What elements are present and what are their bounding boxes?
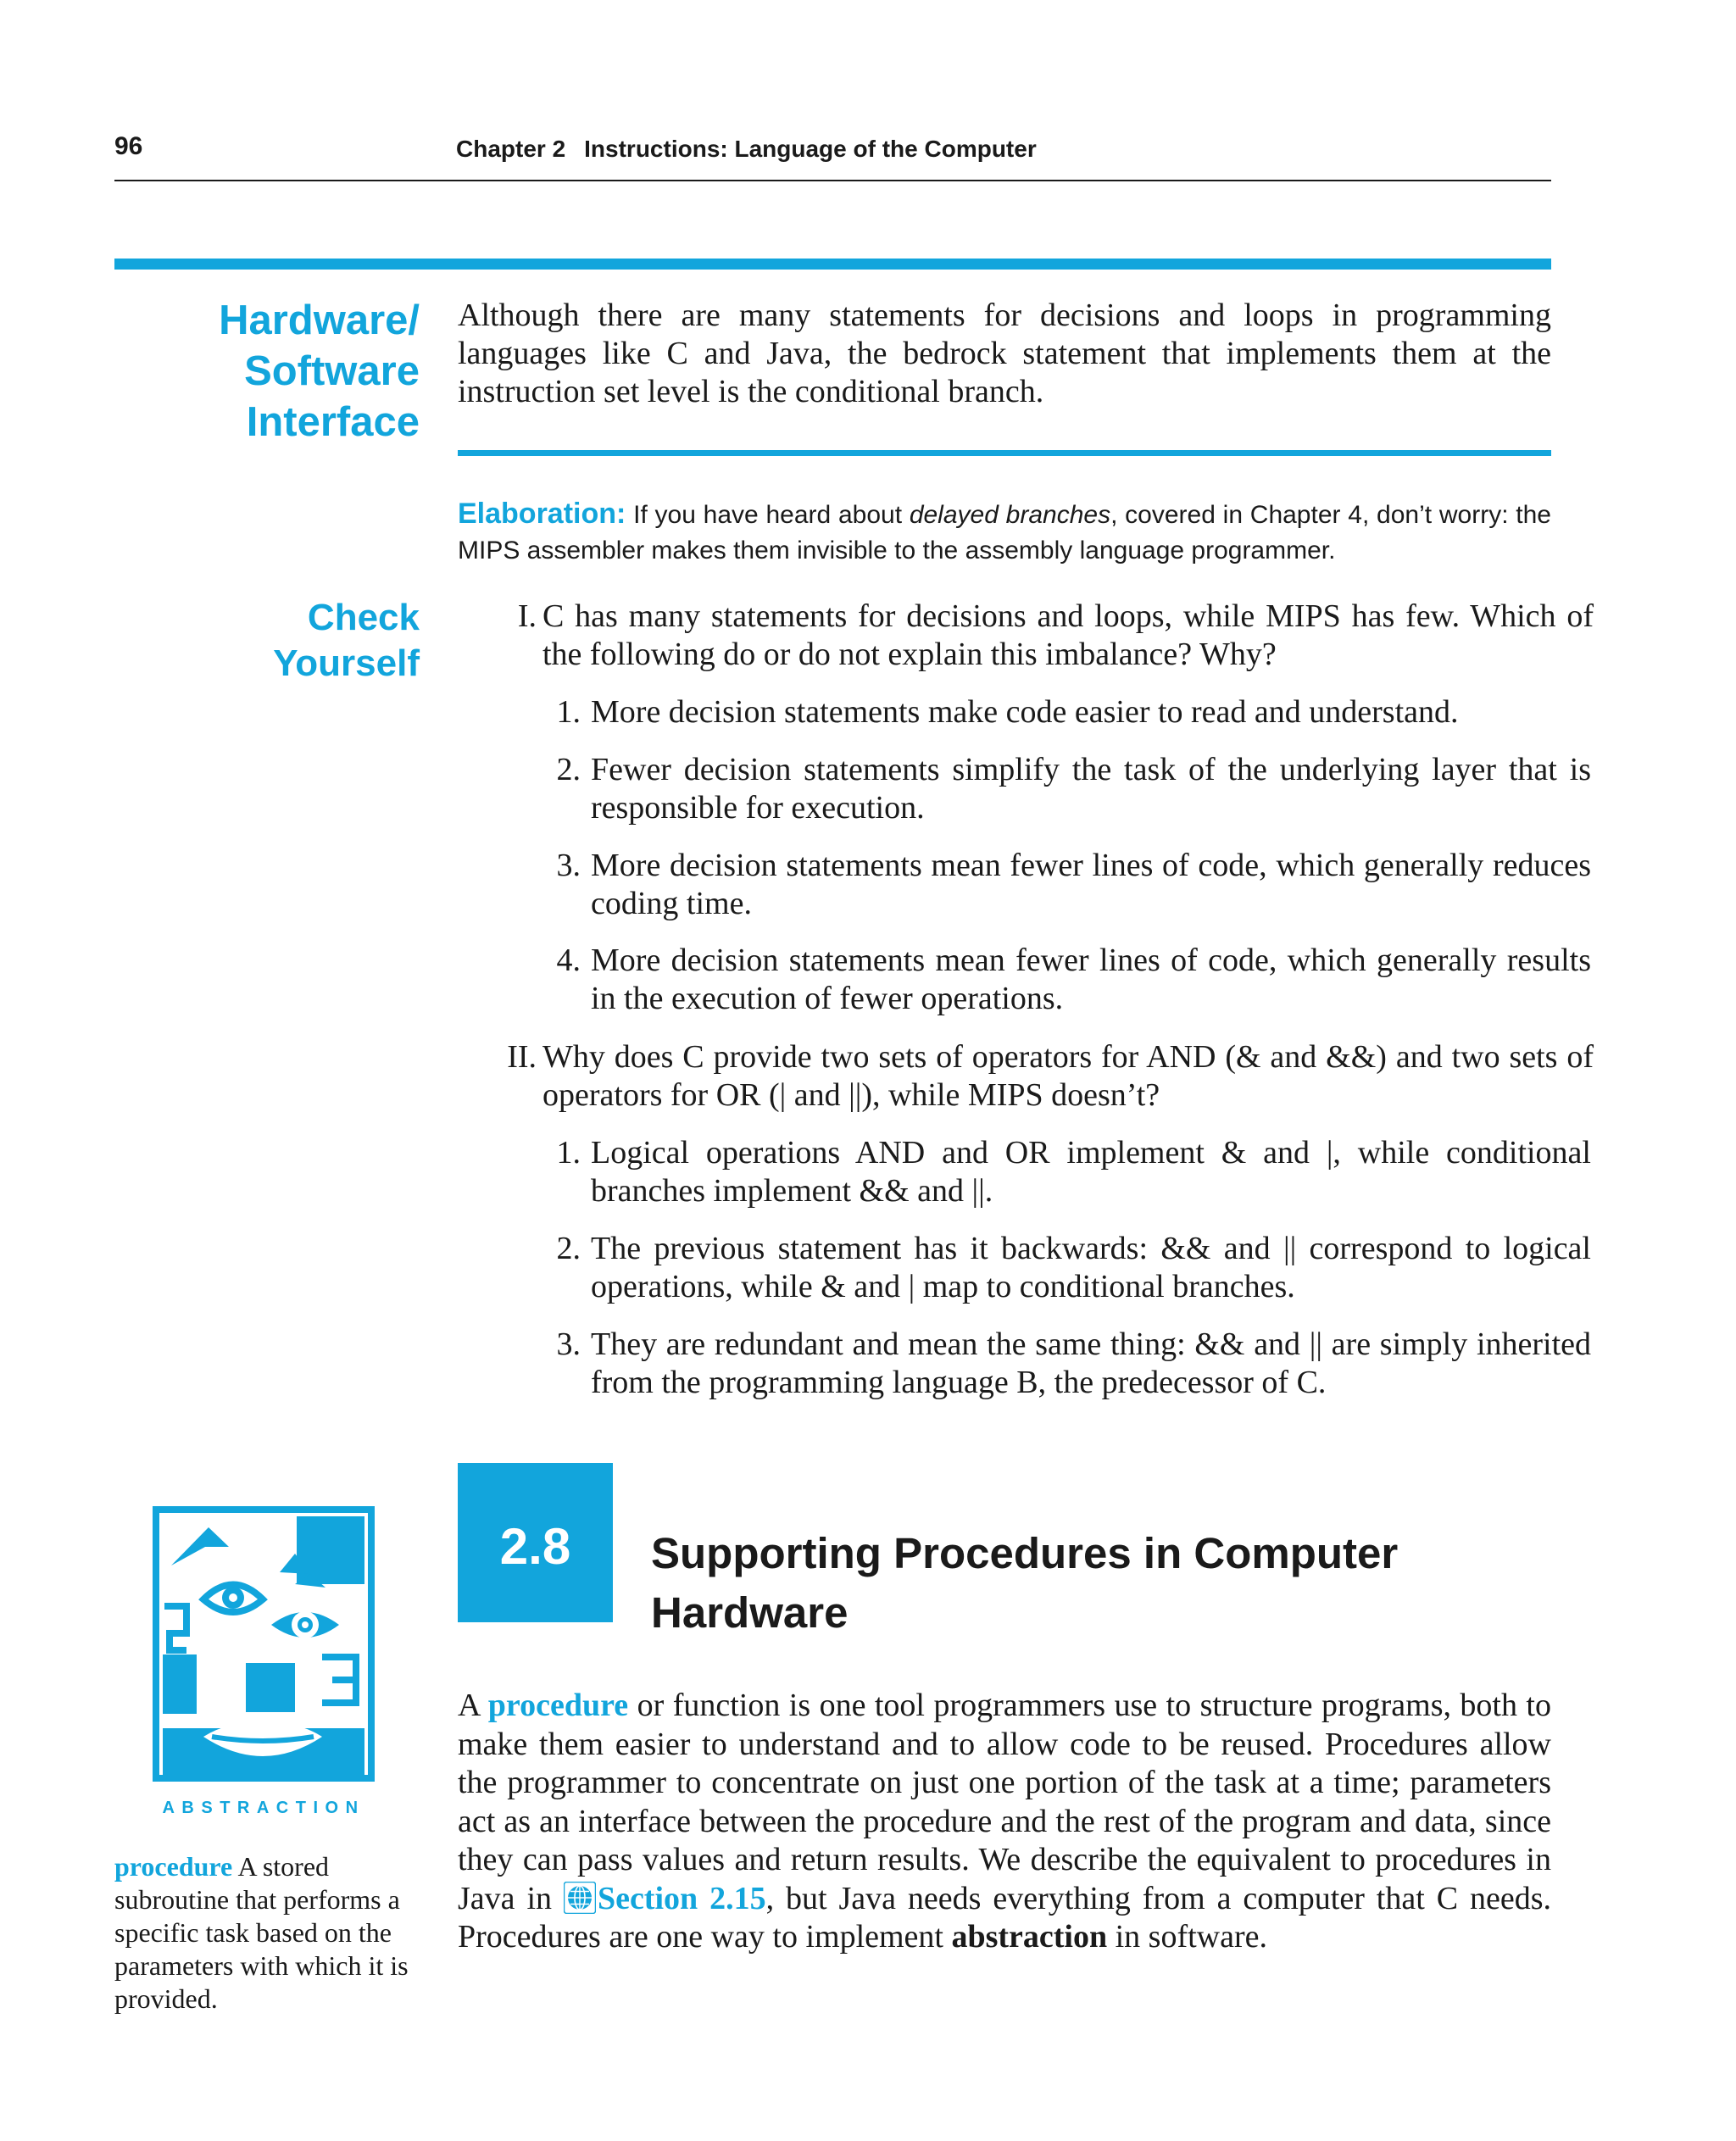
hw-sw-bottom-rule <box>458 450 1551 456</box>
option-2-2 <box>556 1230 1591 1306</box>
globe-icon <box>564 1882 596 1914</box>
option-number: 3. <box>556 1326 581 1362</box>
question-1 <box>517 598 1594 674</box>
section-number: 2.8 <box>499 1518 571 1575</box>
procedure-term: procedure <box>487 1688 629 1723</box>
elaboration <box>458 496 1551 569</box>
hw-sw-heading-line1: Hardware/ <box>219 298 420 343</box>
hw-sw-heading-line2: Software <box>244 348 420 394</box>
option-1-2 <box>556 751 1591 827</box>
elaboration-text-before: If you have heard about <box>626 501 910 529</box>
option-text: Fewer decision statements simplify the task of the underlying layer that is responsible for execution. <box>591 752 1591 826</box>
question-text: C has many statements for decisions and loops, while MIPS has few. Which of the following do or do not explain this imbalance? Why? <box>542 598 1594 672</box>
abstraction-icon <box>153 1506 375 1782</box>
check-yourself-heading <box>170 595 420 687</box>
question-text: Why does C provide two sets of operators for AND (& and &&) and two sets of operators for OR (| and ||), while MIPS doesn’t? <box>542 1039 1594 1113</box>
chapter-label: Chapter 2 <box>456 136 566 162</box>
option-2-1 <box>556 1134 1591 1210</box>
option-1-4 <box>556 942 1591 1018</box>
option-text: More decision statements mean fewer lines of code, which generally results in the execution of fewer operations. <box>591 943 1591 1016</box>
para-text: in software. <box>1107 1919 1268 1955</box>
para-text: A <box>458 1688 488 1723</box>
check-yourself-line1: Check <box>307 597 420 638</box>
option-1-1 <box>556 693 1591 731</box>
section-link[interactable]: Section 2.15 <box>597 1880 766 1916</box>
elaboration-emphasis: delayed branches <box>909 501 1111 529</box>
header-rule <box>114 180 1551 181</box>
option-number: 2. <box>556 752 581 787</box>
option-text: The previous statement has it backwards: && and || correspond to logical operations, while & and | map to conditional branches. <box>591 1231 1591 1304</box>
glossary-entry <box>114 1850 411 2016</box>
hw-sw-top-rule <box>114 259 1551 270</box>
hw-sw-heading-line3: Interface <box>246 399 420 445</box>
elaboration-label: Elaboration: <box>458 498 626 530</box>
option-text: Logical operations AND and OR implement & and |, while conditional branches implement && and ||. <box>591 1135 1591 1209</box>
page-number: 96 <box>114 132 143 160</box>
elaboration-text-after: , covered in Chapter 4, don’t worry: the MIPS assembler makes them invisible to the assembly language programmer. <box>458 501 1551 564</box>
glossary-definition: A stored subroutine that performs a specific task based on the parameters with which it is provided. <box>114 1851 409 2014</box>
option-2-3 <box>556 1326 1591 1402</box>
question-2 <box>507 1038 1594 1115</box>
section-title: Supporting Procedures in Computer Hardware <box>651 1529 1399 1637</box>
hw-sw-heading <box>136 295 420 448</box>
para-text: or function is one tool programmers use to structure programs, both to make them easier to understand and to allow code to be reused. Procedures allow the programmer to concentrate on just one portion of the task at a time; parameters act as an interface between the procedure and the rest of the program and data, since they can pass values and return results. We describe the equivalent to procedures in Java in <box>458 1688 1551 1916</box>
option-number: 1. <box>556 1135 581 1171</box>
option-text: They are redundant and mean the same thing: && and || are simply inherited from the programming language B, the predecessor of C. <box>591 1326 1591 1400</box>
abstraction-term: abstraction <box>951 1919 1108 1955</box>
option-number: 1. <box>556 694 581 730</box>
glossary-term: procedure <box>114 1851 233 1882</box>
running-head <box>456 136 1037 163</box>
option-text: More decision statements mean fewer lines of code, which generally reduces coding time. <box>591 848 1591 921</box>
para-text: , but Java needs everything from a computer that C needs. Procedures are one way to implement <box>458 1880 1552 1955</box>
main-paragraph <box>458 1687 1551 1957</box>
option-number: 4. <box>556 943 581 978</box>
option-1-3 <box>556 847 1591 923</box>
option-number: 3. <box>556 848 581 883</box>
question-number: I. <box>517 598 537 634</box>
check-yourself-line2: Yourself <box>273 642 420 684</box>
hw-sw-body: Although there are many statements for decisions and loops in programming languages like C and Java, the bedrock statement that implements them at the instruction set level is the conditional branch. <box>458 298 1551 409</box>
chapter-title: Instructions: Language of the Computer <box>584 136 1037 162</box>
option-number: 2. <box>556 1231 581 1266</box>
option-text: More decision statements make code easier to read and understand. <box>591 694 1459 730</box>
abstraction-caption: ABSTRACTION <box>162 1799 365 1817</box>
question-number: II. <box>507 1039 537 1075</box>
